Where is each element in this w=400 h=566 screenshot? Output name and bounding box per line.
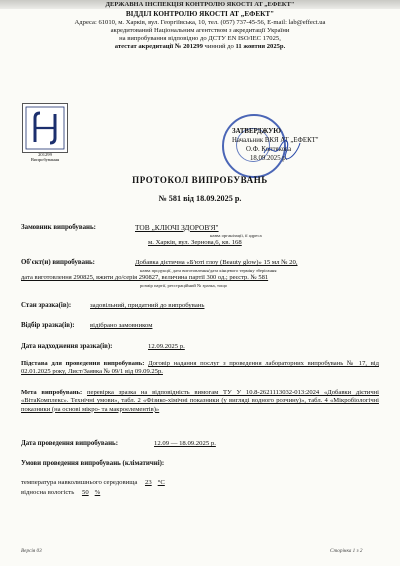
accreditation-line-3 xyxy=(20,43,380,51)
lab-title: ВІДДІЛ КОНТРОЛЮ ЯКОСТІ АТ „ЕФЕКТ" xyxy=(125,10,275,18)
accreditation-logo-icon xyxy=(23,104,67,152)
approval-date: 18.09.2025 р. xyxy=(250,155,288,162)
approval-name: О.Ф. Коптякова xyxy=(246,146,292,153)
protocol-number: № 581 від 18.09.2025 р. xyxy=(158,194,242,203)
condition-label: Стан зразка(ів): xyxy=(21,302,72,309)
temperature-unit: °C xyxy=(157,479,165,486)
humidity-unit: % xyxy=(94,489,101,496)
accreditation-line-2: на випробування відповідно до ДСТУ EN ISO/IEC 17025, xyxy=(119,35,281,42)
sampling-value: відібрано замовником xyxy=(90,322,153,329)
footer-page: Сторінка 1 з 2 xyxy=(330,548,363,554)
approval-title: ЗАТВЕРДЖУЮ xyxy=(232,128,281,135)
object-label: Об'єкт(и) випробувань: xyxy=(21,259,95,266)
received-value: 12.09.2025 р. xyxy=(148,343,185,350)
object-hint: назва продукції, дата виготовлення/дата кінцевого терміну зберігання xyxy=(140,268,277,273)
object-value: Добавка дієтична «Б'юті глоу (Beauty glow)» 15 мл № 20, xyxy=(135,259,298,266)
purpose-label: Мета випробувань: xyxy=(21,389,83,396)
received-label: Дата надходження зразка(ів): xyxy=(21,343,113,350)
sampling-label: Відбір зразка(ів): xyxy=(21,322,75,329)
condition-value: задовільний, придатний до випробувань xyxy=(90,302,205,309)
accreditation-line-1: акредитований Національним агентством з акредитації України xyxy=(110,27,290,34)
lab-address: Адреса: 61010, м. Харків, вул. Георгіївська, 10, тел. (057) 737-45-56, E-mail: lab@effect.ua xyxy=(74,19,326,26)
customer-hint: назва організації, її адреса xyxy=(210,233,262,238)
basis-paragraph xyxy=(21,360,379,377)
valid-until-text: чинний до xyxy=(202,43,236,50)
climate-label: Умови проведення випробувань (кліматичні): xyxy=(21,460,165,467)
object-line-2: дата виготовлення 290825, вжити до/серія 290827, величина партії 300 од.; реєстр. № 581 xyxy=(21,274,269,281)
purpose-value: перевірка зразка на відповідність вимогам ТУ У 10.8-2621113032-013:2024 «Добавки дієтичні «ВітаКомплекс». Технічні умови», табл. 2 «Фізико-хімічні показники (у вигляді водного розчину)», табл. 4 «Мікробіологічні показники (на основі мікро- та макроелементів)» xyxy=(21,389,380,413)
humidity-label: відносна вологість xyxy=(21,489,75,496)
humidity-value: 50 xyxy=(81,489,89,496)
customer-label: Замовник випробувань: xyxy=(21,224,96,231)
logo-number: 201299 xyxy=(38,152,52,157)
temperature-value: 23 xyxy=(144,479,152,486)
object-hint-2: розмір партії, реєстраційний № зразка, тощо xyxy=(140,283,228,288)
customer-address: м. Харків, вул. Зернова,6, кв. 168 xyxy=(148,239,242,246)
basis-label: Підстава для проведення випробувань: xyxy=(21,360,145,367)
purpose-paragraph xyxy=(21,389,379,414)
dates-value: 12.09 — 18.09.2025 р. xyxy=(154,440,216,447)
valid-until-date: 11 жовтня 2025р. xyxy=(235,43,286,50)
approval-position: Начальник ВКЯ АТ „ЕФЕКТ" xyxy=(232,137,319,144)
logo-text: Випробування xyxy=(30,157,60,163)
dates-label: Дата проведення випробувань: xyxy=(21,440,118,447)
signature-icon xyxy=(262,137,302,161)
protocol-title: ПРОТОКОЛ ВИПРОБУВАНЬ xyxy=(132,175,268,185)
accreditation-logo xyxy=(22,103,68,153)
footer-version: Версія 03 xyxy=(21,548,42,554)
temperature-label: температура навколишнього середовища xyxy=(21,479,138,486)
temperature-row xyxy=(21,479,165,486)
customer-value: ТОВ „КЛЮЧІ ЗДОРОВ'Я" xyxy=(135,223,219,232)
certificate-number: атестат акредитації № 201299 xyxy=(114,43,203,50)
humidity-row xyxy=(21,489,100,496)
logo-caption xyxy=(22,152,68,163)
basis-value: Договір надання послуг з проведення лабораторних випробувань № 17, від 02.01.2025 року, Лист/Заявка № 09/1 від 09.09.25р. xyxy=(21,360,379,376)
top-cut-header: ДЕРЖАВНА ІНСПЕКЦІЯ КОНТРОЛЮ ЯКОСТІ АТ „ЕФЕКТ" xyxy=(105,1,295,8)
